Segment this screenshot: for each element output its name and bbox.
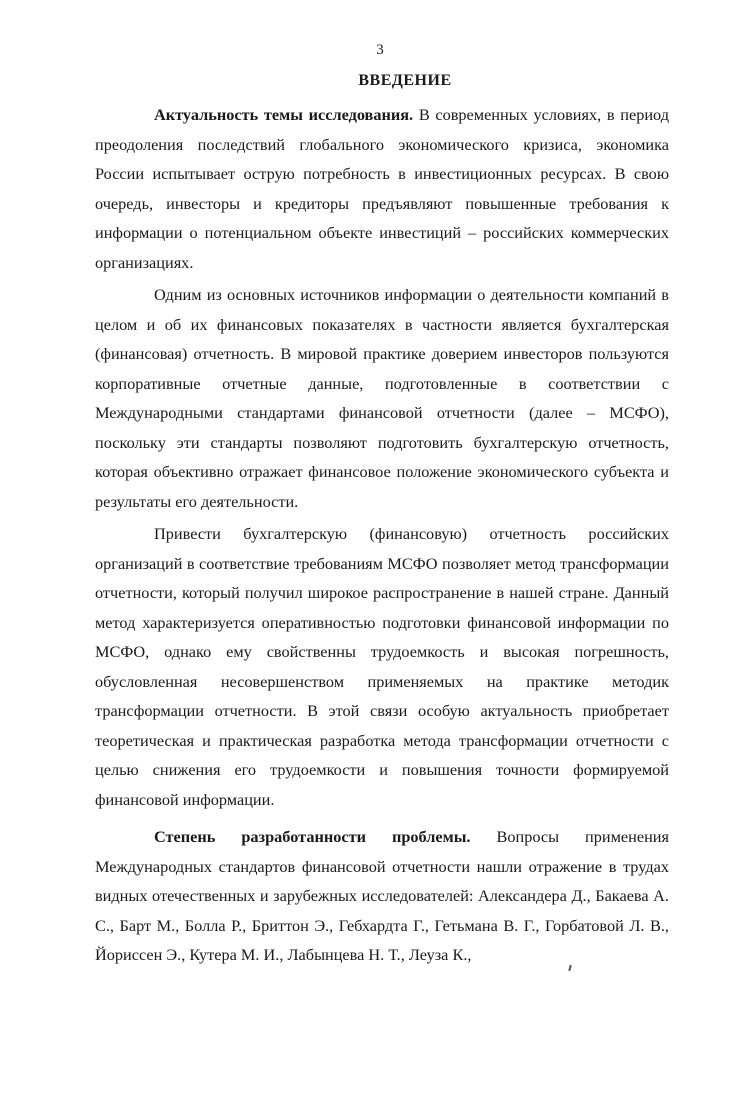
paragraph-text: Одним из основных источников информации о деятельности компаний в целом и об их финансовых показателях в частности является бухгалтерская (финансовая) отчетность. В мировой практике доверием инвесторов пользуются корпоративные отчетные данные, подготовленные в соответствии с Международными стандартами финансовой отчетности (далее – МСФО), поскольку эти стандарты позволяют подготовить бухгалтерскую отчетность, которая объективно отражает финансовое положение экономического субъекта и результаты его деятельности.: [95, 285, 669, 511]
paragraph-development-degree: [95, 822, 669, 970]
paragraph-text: Привести бухгалтерскую (финансовую) отчетность российских организаций в соответствие требованиям МСФО позволяет метод трансформации отчетности, который получил широкое распространение в нашей стране. Данный метод характеризуется оперативностью подготовки финансовой информации по МСФО, однако ему свойственны трудоемкость и высокая погрешность, обусловленная несовершенством применяемых на практике методик трансформации отчетности. В этой связи особую актуальность приобретает теоретическая и практическая разработка метода трансформации отчетности с целью снижения его трудоемкости и повышения точности формируемой финансовой информации.: [95, 524, 669, 809]
paragraph-sources: [95, 280, 669, 516]
paragraph-text: Вопросы применения Международных стандартов финансовой отчетности нашли отражение в трудах видных отечественных и зарубежных исследователей: Александера Д., Бакаева А. С., Барт М., Болла Р., Бриттон Э., Гебхардта Г., Гетьмана В. Г., Горбатовой Л. В., Йориссен Э., Кутера М. И., Лабынцева Н. Т., Леуза К.,: [95, 827, 669, 964]
body-text: [95, 100, 669, 970]
paragraph-transformation: [95, 519, 669, 814]
paragraph-lead: Степень разработанности проблемы.: [154, 827, 471, 846]
paragraph-text: В современных условиях, в период преодоления последствий глобального экономического кризиса, экономика России испытывает острую потребность в инвестиционных ресурсах. В свою очередь, инвесторы и кредиторы предъявляют повышенные требования к информации о потенциальном объекте инвестиций – российских коммерческих организациях.: [95, 105, 670, 272]
paragraph-relevance: [95, 100, 669, 277]
paragraph-lead: Актуальность темы исследования.: [154, 105, 414, 124]
page-title: ВВЕДЕНИЕ: [358, 72, 452, 89]
page-number: 3: [376, 42, 384, 58]
